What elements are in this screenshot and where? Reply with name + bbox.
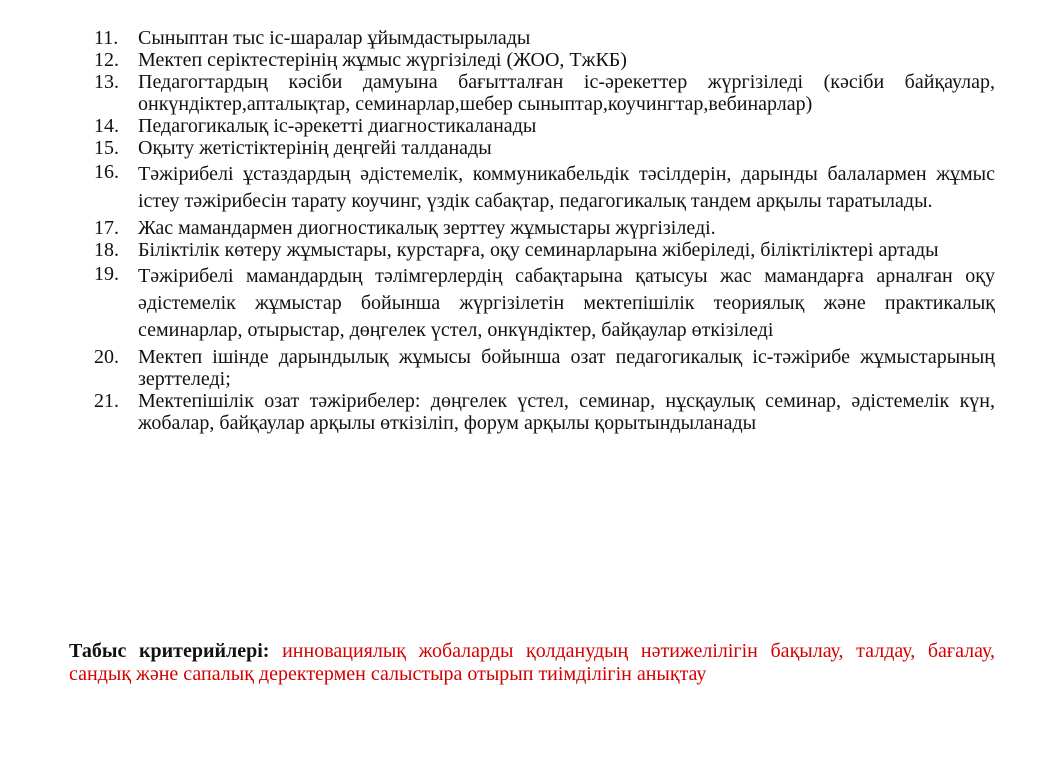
item-number: 14.: [94, 115, 119, 137]
item-text: Мектеп серіктестерінің жұмыс жүргізіледі (ЖОО, ТжКБ): [138, 49, 627, 71]
list-item: [94, 346, 995, 390]
list-item: [94, 137, 995, 159]
list-item: [94, 71, 995, 115]
item-number: 13.: [94, 71, 119, 93]
list-item: [94, 390, 995, 434]
item-text: Тәжірибелі ұстаздардың әдістемелік, коммуникабельдік тәсілдерін, дарынды балалармен жұмыс істеу тәжірибесін тарату коучинг, үздік сабақтар, педагогикалық тандем арқылы таратылады.: [138, 163, 995, 212]
success-criteria-label: Табыс критерийлері:: [69, 640, 270, 662]
list-item: [94, 49, 995, 71]
item-number: 19.: [94, 263, 119, 285]
item-number: 20.: [94, 346, 119, 368]
item-number: 18.: [94, 239, 119, 261]
item-number: 16.: [94, 161, 119, 183]
item-number: 17.: [94, 217, 119, 239]
list-item: [94, 161, 995, 215]
list-item: [94, 115, 995, 137]
list-item: [94, 217, 995, 239]
item-text: Тәжірибелі мамандардың тәлімгерлердің сабақтарына қатысуы жас мамандарға арналған оқу әдістемелік жұмыстар бойынша жүргізілетін мектепішілік теориялық және практикалық семинарлар, отырыстар, дөңгелек үстел, онкүндіктер, байқаулар өткізіледі: [138, 265, 995, 341]
item-text: Педагогтардың кәсіби дамуына бағытталған іс-әрекеттер жүргізіледі (кәсіби байқаулар, онкүндіктер,апталықтар, семинарлар,шебер сыныптар,коучингтар,вебинарлар): [138, 71, 995, 115]
item-text: Педагогикалық іс-әрекетті диагностикаланады: [138, 115, 537, 137]
item-text: Мектепішілік озат тәжірибелер: дөңгелек үстел, семинар, нұсқаулық семинар, әдістемелік күн, жобалар, байқаулар арқылы өткізіліп, форум арқылы қорытындыланады: [138, 390, 995, 434]
item-number: 12.: [94, 49, 119, 71]
list-item: [94, 263, 995, 344]
success-criteria-paragraph: [69, 640, 995, 686]
item-number: 11.: [94, 27, 119, 49]
item-text: Біліктілік көтеру жұмыстары, курстарға, оқу семинарларына жіберіледі, біліктіліктері артады: [138, 239, 939, 261]
success-criteria-text: инновациялық жобаларды қолданудың нәтижелілігін бақылау, талдау, бағалау, сандық және сапалық деректермен салыстыра отырып тиімділігін анықтау: [69, 640, 996, 685]
item-text: Сыныптан тыс іс-шаралар ұйымдастырылады: [138, 27, 531, 49]
numbered-list: [94, 27, 995, 434]
item-text: Оқыту жетістіктерінің деңгейі талданады: [138, 137, 492, 159]
list-item: [94, 239, 995, 261]
item-number: 15.: [94, 137, 119, 159]
item-text: Жас мамандармен диогностикалық зерттеу жұмыстары жүргізіледі.: [138, 217, 716, 239]
list-item: [94, 27, 995, 49]
item-number: 21.: [94, 390, 119, 412]
item-text: Мектеп ішінде дарындылық жұмысы бойынша озат педагогикалық іс-тәжірибе жұмыстарының зерттеледі;: [138, 346, 995, 390]
